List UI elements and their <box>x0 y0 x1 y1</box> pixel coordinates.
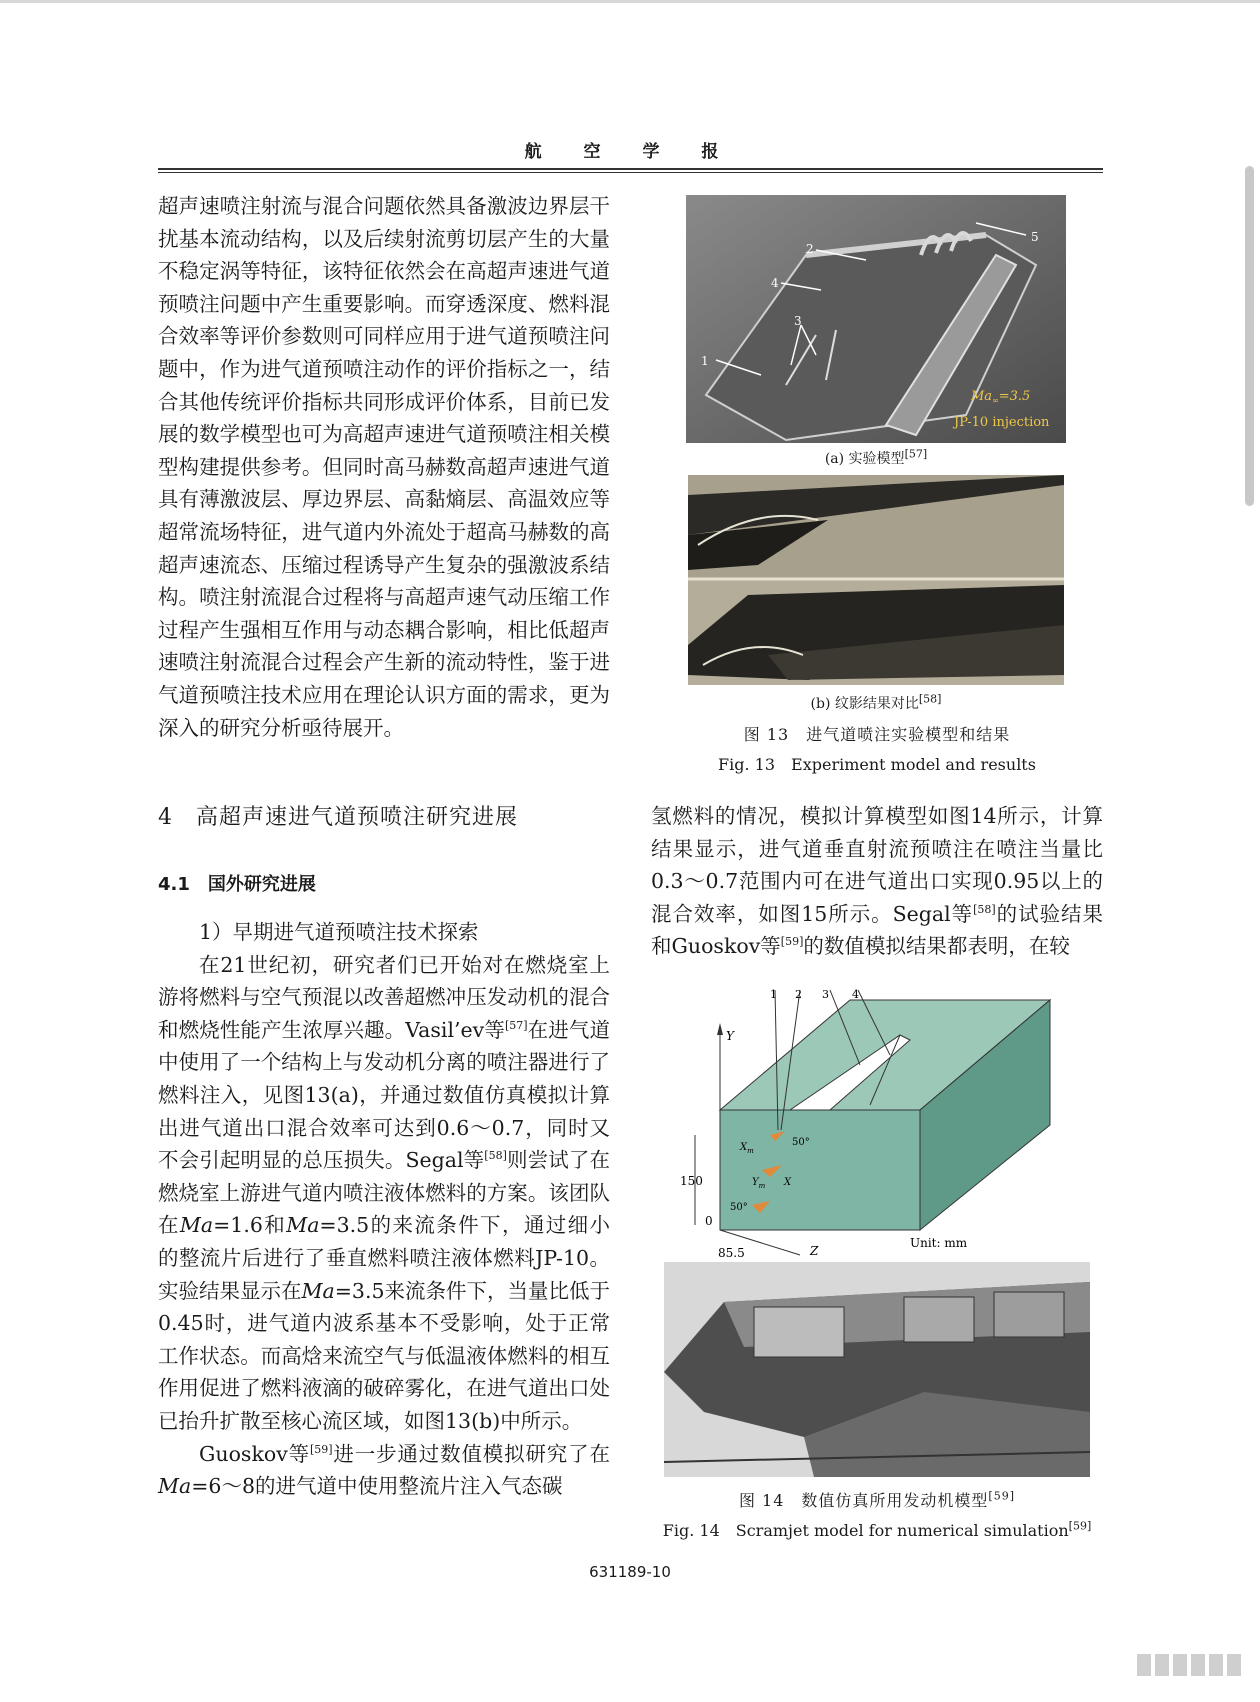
figure14-caption-en: Fig. 14 Scramjet model for numerical simulation[59] <box>662 1519 1092 1540</box>
figure13-caption-en: Fig. 13 Experiment model and results <box>718 755 1036 774</box>
dimension-label: 150 <box>680 1174 703 1188</box>
left-column-body <box>158 190 610 744</box>
mach-label: $Ma_\infty=3.5$ <box>971 389 1031 405</box>
citation[interactable]: [58] <box>973 902 996 916</box>
callout-label: 4 <box>852 988 859 1001</box>
ym-label: $Y_m$ <box>752 1177 766 1190</box>
callout-label: 1 <box>770 988 777 1001</box>
citation[interactable]: [59] <box>780 935 804 949</box>
injection-label: JP-10 injection <box>954 415 1050 430</box>
callout-label: 2 <box>795 988 802 1001</box>
paragraph: Guoskov等[59]进一步通过数值模拟研究了在Ma=6～8的进气道中使用整流片注入气态碳 <box>158 1441 610 1499</box>
callout-label: 3 <box>794 314 802 328</box>
axis-label-z: Z <box>810 1244 819 1258</box>
callout-label: 1 <box>701 354 709 368</box>
callout-label: 4 <box>771 276 779 290</box>
dimension-label: 0 <box>705 1214 713 1228</box>
paragraph: 在21世纪初，研究者们已开始对在燃烧室上游将燃料与空气预混以改善超燃冲压发动机的混合和燃烧性能产生浓厚兴趣。Vasil’ev等[57]在进气道中使用了一个结构上与发动机分离的喷注器进行了燃料注入，见图13(a)，并通过数值仿真模拟计算出进气道出口混合效率可达到0.6～0.7，同时又不会引起明显的总压损失。Segal等[58]则尝试了在燃烧室上游进气道内喷注液体燃料的方案。该团队在Ma=1.6和Ma=3.5的来流条件下，通过细小的整流片后进行了垂直燃料喷注液体燃料JP-10。实验结果显示在Ma=3.5来流条件下，当量比低于0.45时，进气道内波系基本不受影响，处于正常工作状态。而高焓来流空气与低温液体燃料的相互作用促进了燃料液滴的破碎雾化，在进气道出口处已抬升扩散至核心流区域，如图13(b)中所示。 <box>158 952 611 1433</box>
figure-subcaption-b: (b) 纹影结果对比[58] <box>810 692 942 712</box>
angle-label: 50° <box>792 1137 810 1148</box>
subsection-heading: 4.1 国外研究进展 <box>158 874 316 895</box>
unit-label: Unit: mm <box>910 1236 968 1250</box>
figure14-caption-cn: 图 14 数值仿真所用发动机模型[59] <box>738 1489 1016 1510</box>
scramjet-model-diagram <box>660 985 1100 1260</box>
paragraph: 超声速喷注射流与混合问题依然具备激波边界层干扰基本流动结构，以及后续射流剪切层产生的大量不稳定涡等特征，该特征依然会在高超声速进气道预喷注问题中产生重要影响。而穿透深度、燃料混合效率等评价参数则可同样应用于进气道预喷注问题中，作为进气道预喷注动作的评价指标之一，结合其他传统评价指标共同形成评价体系，目前已发展的数学模型也可为高超声速进气道预喷注相关模型构建提供参考。但同时高马赫数高超声速进气道具有薄激波层、厚边界层、高黏熵层、高温效应等超常流场特征，进气道内外流处于超高马赫数的高超声速流态、压缩过程诱导产生复杂的强激波系结构。喷注射流混合过程将与高超声速气动压缩工作过程产生强相互作用与动态耦合影响，相比低超声速喷注射流混合过程会产生新的流动特性，鉴于进气道预喷注技术应用在理论认识方面的需求，更为深入的研究分析亟待展开。 <box>158 194 610 740</box>
header-rule-thin <box>158 172 1103 173</box>
left-column-body-2 <box>158 916 610 1503</box>
callout-label: 2 <box>806 242 814 256</box>
xm-label: $X_m$ <box>740 1142 754 1155</box>
journal-header: 航 空 学 报 <box>524 142 737 162</box>
dimension-label: 85.5 <box>718 1246 745 1260</box>
experiment-model-photo <box>686 195 1066 443</box>
header-rule <box>158 168 1103 170</box>
callout-label: 5 <box>1031 230 1039 244</box>
figure13-caption-cn: 图 13 进气道喷注实验模型和结果 <box>743 725 1011 744</box>
paragraph: 氢燃料的情况，模拟计算模型如图14所示，计算结果显示，进气道垂直射流预喷注在喷注当量比0.3～0.7范围内可在进气道出口实现0.95以上的混合效率，如图15所示。Segal等[58]的试验结果和Guoskov等[59]的数值模拟结果都表明，在较 <box>651 804 1103 959</box>
page-number: 631189-10 <box>589 1563 671 1581</box>
top-border <box>0 0 1260 3</box>
list-item-heading: 1）早期进气道预喷注技术探索 <box>199 920 479 944</box>
axis-label-y: Y <box>726 1029 734 1043</box>
scramjet-photo <box>664 1262 1090 1477</box>
right-column-body <box>651 800 1103 963</box>
citation[interactable]: [59] <box>309 1442 333 1456</box>
page-indicator-icon[interactable] <box>1135 1650 1245 1680</box>
citation[interactable]: [57] <box>504 1018 528 1032</box>
axis-label-x: X <box>784 1177 792 1188</box>
angle-label: 50° <box>730 1202 748 1213</box>
section-heading: 4 高超声速进气道预喷注研究进展 <box>158 805 518 830</box>
schlieren-comparison-image <box>688 475 1064 685</box>
callout-label: 3 <box>822 988 829 1001</box>
scrollbar-thumb[interactable] <box>1245 166 1254 506</box>
figure-subcaption-a: (a) 实验模型[57] <box>824 447 928 467</box>
citation[interactable]: [58] <box>484 1149 507 1163</box>
